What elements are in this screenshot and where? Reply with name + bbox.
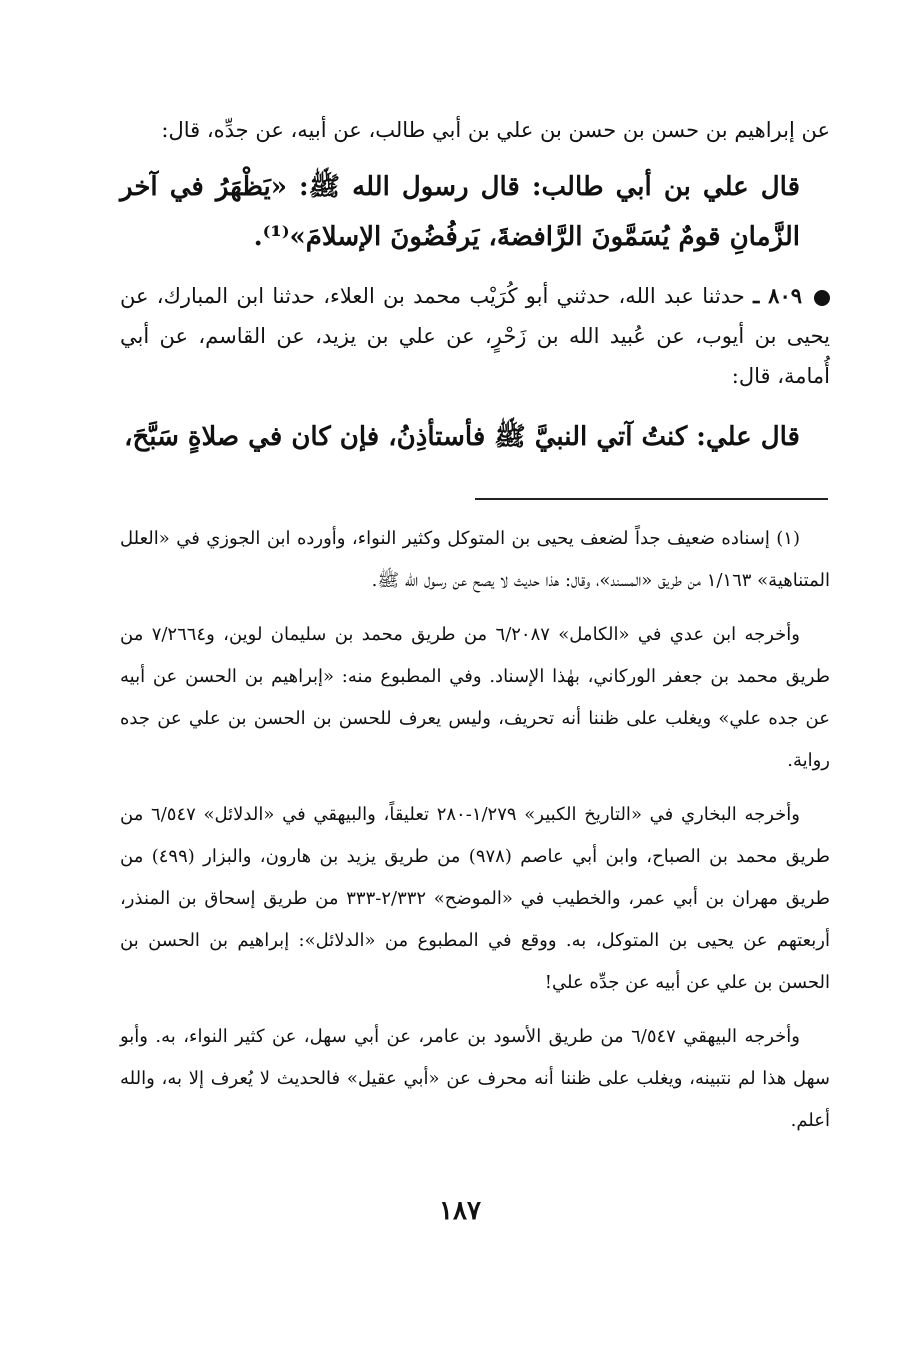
narration-text: حدثنا عبد الله، حدثني أبو كُرَيْب محمد بن العلاء، حدثنا ابن المبارك، عن يحيى بن أيوب، عن عُبيد الله بن زَحْرٍ، عن علي بن يزيد، عن القاسم، عن أبي أُمامة، قال: <box>120 284 830 388</box>
hadith-text-1: قال علي بن أبي طالب: قال رسول الله ﷺ: «يَظْهَرُ في آخر الزَّمانِ قومٌ يُسَمَّونَ الرَّافضةَ، يَرفُضُونَ الإسلامَ»⁽¹⁾. <box>120 172 800 252</box>
footnote-paragraph: وأخرجه البخاري في «التاريخ الكبير» ١/٢٧٩-٢٨٠ تعليقاً، والبيهقي في «الدلائل» ٦/٥٤٧ من طريق محمد بن الصباح، وابن أبي عاصم (٩٧٨) من طريق يزيد بن هارون، والبزار (٤٩٩) من طريق مهران بن أبي عمر، والخطيب في «الموضح» ٢/٣٣٢-٣٣٣ من طريق إسحاق بن المنذر، أربعتهم عن يحيى بن المتوكل، به. ووقع في المطبوع من «الدلائل»: إبراهيم بن الحسن بن الحسن بن علي عن أبيه عن جدِّه علي! <box>120 804 831 993</box>
page-number: ١٨٧ <box>439 1196 481 1226</box>
footnote-paragraph: وأخرجه البيهقي ٦/٥٤٧ من طريق الأسود بن عامر، عن أبي سهل، عن كثير النواء، به. وأبو سهل هذا لم نتبينه، ويغلب على ظننا أنه محرف عن «أبي عقيل» فالحديث لا يُعرف إلا به، والله أعلم. <box>120 1026 830 1131</box>
hadith-text-2: قال علي: كنتُ آتي النبيَّ ﷺ فأستأذِنُ، فإن كان في صلاةٍ سَبَّحَ، <box>124 422 800 452</box>
narration-number: ٨٠٩ ـ <box>753 283 803 308</box>
main-text <box>120 110 830 476</box>
narration-809 <box>120 276 830 396</box>
footnote-paragraph: وأخرجه ابن عدي في «الكامل» ٦/٢٠٨٧ من طريق محمد بن سليمان لوين، و٧/٢٦٦٤ من طريق محمد بن جعفر الوركاني، بهٰذا الإسناد. وفي المطبوع منه: «إبراهيم بن الحسن عن أبيه عن جده علي» ويغلب على ظننا أنه تحريف، وليس يعرف للحسن بن الحسن بن علي عن جده رواية. <box>120 624 830 771</box>
footnote-separator <box>475 498 828 500</box>
footnote-paragraph: (١) إسناده ضعيف جداً لضعف يحيى بن المتوكل وكثير النواء، وأورده ابن الجوزي في «العلل المتناهية» ١/١٦٣ من طريق «المسند»، وقال: هذا حديث لا يصح عن رسول الله ﷺ. <box>120 528 830 591</box>
footnotes <box>120 518 830 1154</box>
bullet-icon <box>814 290 830 306</box>
intro-line: عن إبراهيم بن حسن بن حسن بن علي بن أبي طالب، عن أبيه، عن جدِّه، قال: <box>161 118 830 142</box>
